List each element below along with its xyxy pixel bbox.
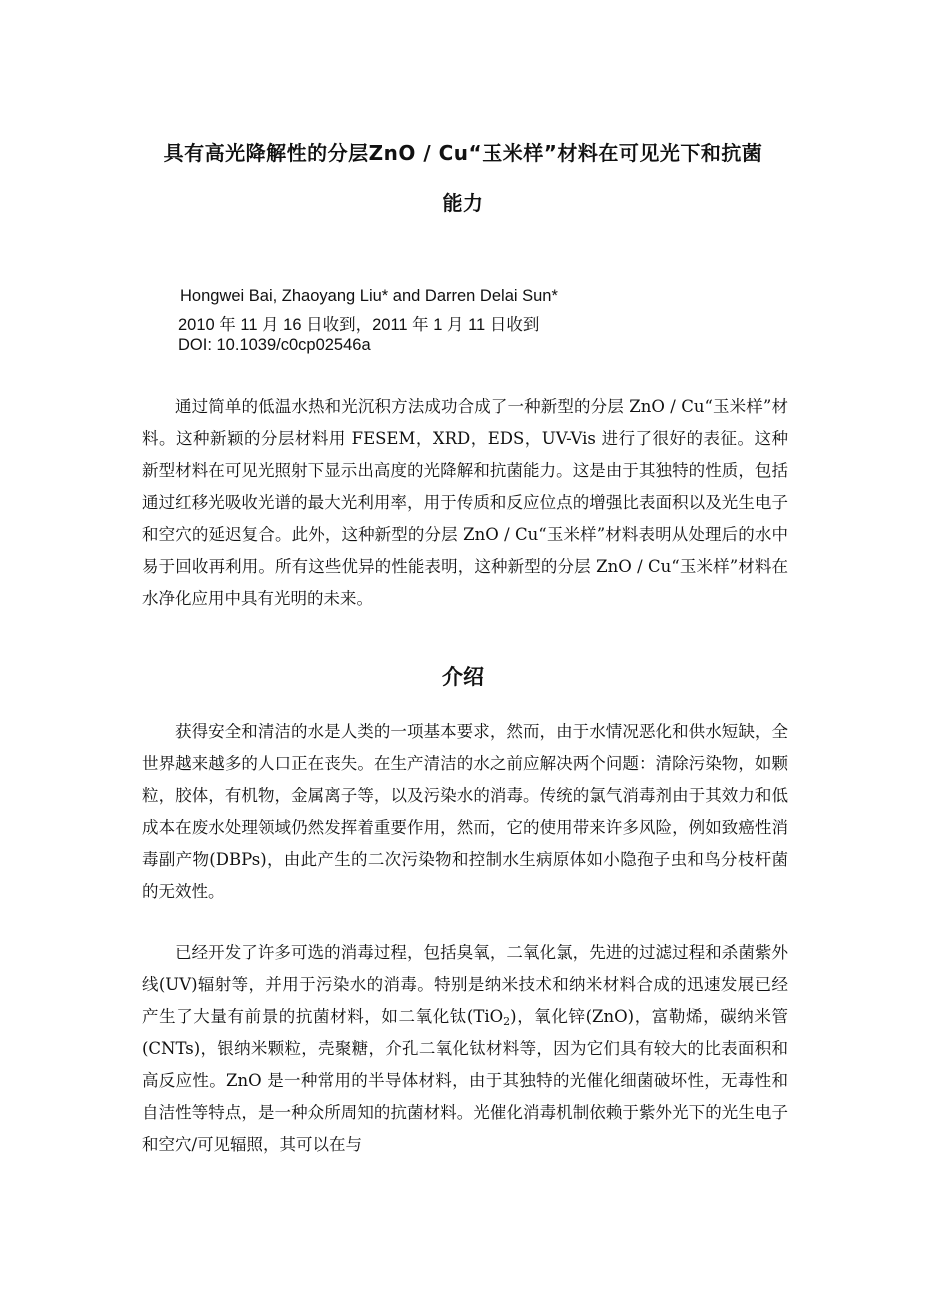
authors: Hongwei Bai, Zhaoyang Liu* and Darren Delai Sun* (180, 287, 558, 305)
abstract-paragraph: 通过简单的低温水热和光沉积方法成功合成了一种新型的分层 ZnO / Cu“玉米样”材料。这种新颖的分层材料用 FESEM，XRD，EDS，UV-Vis 进行了很好的表征。这种新型材料在可见光照射下显示出高度的光降解和抗菌能力。这是由于其独特的性质，包括通过红移光吸收光谱的最大光利用率，用于传质和反应位点的增强比表面积以及光生电子和空穴的延迟复合。此外，这种新型的分层 ZnO / Cu“玉米样”材料表明从处理后的水中易于回收再利用。所有这些优异的性能表明，这种新型的分层 ZnO / Cu“玉米样”材料在水净化应用中具有光明的未来。 (142, 397, 788, 608)
paper-title-line-1: 具有高光降解性的分层ZnO / Cu“玉米样”材料在可见光下和抗菌 (163, 141, 763, 165)
received-dates: 2010 年 11 月 16 日收到，2011 年 1 月 11 日收到 (178, 316, 540, 334)
intro-paragraph-2-part-b: )，氧化锌(ZnO)，富勒烯，碳纳米管(CNTs)，银纳米颗粒，壳聚糖，介孔二氧化钛材料等，因为它们具有较大的比表面积和高反应性。ZnO 是一种常用的半导体材料，由于其独特的光催化细菌破坏性，无毒性和自洁性等特点，是一种众所周知的抗菌材料。光催化消毒机制依赖于紫外光下的光生电子和空穴/可见辐照，其可以在与 (142, 1007, 788, 1154)
doi: DOI: 10.1039/c0cp02546a (178, 336, 371, 354)
intro-paragraph-1: 获得安全和清洁的水是人类的一项基本要求，然而，由于水情况恶化和供水短缺，全世界越来越多的人口正在丧失。在生产清洁的水之前应解决两个问题：清除污染物，如颗粒，胶体，有机物，金属离子等，以及污染水的消毒。传统的氯气消毒剂由于其效力和低成本在废水处理领域仍然发挥着重要作用，然而，它的使用带来许多风险，例如致癌性消毒副产物(DBPs)，由此产生的二次污染物和控制水生病原体如小隐孢子虫和鸟分枝杆菌的无效性。 (142, 722, 788, 901)
intro-paragraph-2-part-a: 已经开发了许多可选的消毒过程，包括臭氧，二氧化氯，先进的过滤过程和杀菌紫外线(UV)辐射等，并用于污染水的消毒。特别是纳米技术和纳米材料合成的迅速发展已经产生了大量有前景的抗菌材料，如二氧化钛(TiO (142, 943, 788, 1026)
section-heading-introduction: 介绍 (442, 665, 484, 689)
paper-title-line-2: 能力 (442, 191, 484, 215)
subscript-2: 2 (503, 1015, 511, 1028)
intro-paragraph-2 (142, 937, 788, 1161)
